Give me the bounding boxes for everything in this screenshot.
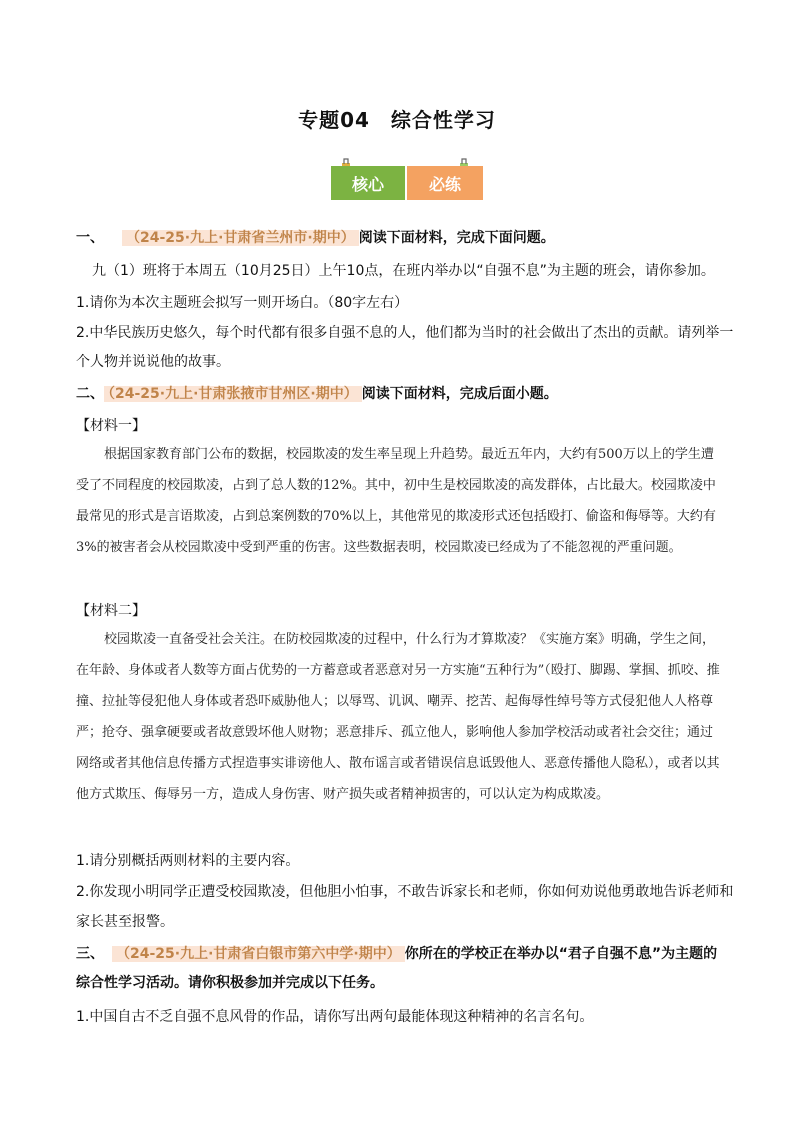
question-2-task-2-cont: 家长甚至报警。	[76, 914, 174, 930]
question-number: 二、	[76, 386, 104, 402]
question-3-heading	[76, 945, 726, 963]
question-instruction: 阅读下面材料，完成下面问题。	[358, 230, 555, 246]
question-2-task-2: 2.你发现小明同学正遭受校园欺凌，但他胆小怕事，不敢告诉家长和老师，你如何劝说他勇敢地告诉老师和	[76, 884, 734, 900]
material-1-text: 根据国家教育部门公布的数据，校园欺凌的发生率呈现上升趋势。最近五年内，大约有500万以上的学生遭受了不同程度的校园欺凌，占到了总人数的12%。其中，初中生是校园欺凌的高发群体，占比最大。校园欺凌中最常见的形式是言语欺凌，占到总案例数的70%以上，其他常见的欺凌形式还包括殴打、偷盗和侮辱等。大约有3%的被害者会从校园欺凌中受到严重的伤害。这些数据表明，校园欺凌已经成为了不能忽视的严重问题。	[76, 447, 716, 555]
badge-core-label: 核心	[331, 166, 405, 200]
question-source: （24-25·九上·甘肃省兰州市·期中）	[122, 230, 359, 246]
question-instruction: 你所在的学校正在举办以“君子自强不息”为主题的	[404, 946, 718, 962]
material-2-text: 校园欺凌一直备受社会关注。在防校园欺凌的过程中，什么行为才算欺凌？《实施方案》明确，学生之间，在年龄、身体或者人数等方面占优势的一方蓄意或者恶意对另一方实施“五种行为”（殴打、脚踢、掌掴、抓咬、推撞、拉扯等侵犯他人身体或者恐吓威胁他人；以辱骂、讥讽、嘲弄、挖苦、起侮辱性绰号等方式侵犯他人人格尊严；抢夺、强拿硬要或者故意毁坏他人财物；恶意排斥、孤立他人，影响他人参加学校活动或者社会交往；通过网络或者其他信息传播方式捏造事实诽谤他人、散布谣言或者错误信息诋毁他人、恶意传播他人隐私），或者以其他方式欺压、侮辱另一方，造成人身伤害、财产损失或者精神损害的，可以认定为构成欺凌。	[76, 632, 720, 802]
material-1-label: 【材料一】	[76, 418, 146, 434]
question-1-task-2-cont: 个人物并说说他的故事。	[76, 354, 230, 370]
question-1-heading	[76, 229, 726, 247]
question-instruction: 阅读下面材料，完成后面小题。	[361, 386, 558, 402]
question-3-task-1: 1.中国自古不乏自强不息风骨的作品，请你写出两句最能体现这种精神的名言名句。	[76, 1009, 594, 1025]
question-1-intro: 九（1）班将于本周五（10月25日）上午10点，在班内举办以“自强不息”为主题的班会，请你参加。	[92, 263, 715, 279]
question-1-task-2: 2.中华民族历史悠久，每个时代都有很多自强不息的人，他们都为当时的社会做出了杰出的贡献。请列举一	[76, 325, 734, 341]
badge-practice-label: 必练	[407, 166, 483, 200]
question-source: （24-25·九上·甘肃张掖市甘州区·期中）	[104, 386, 362, 402]
question-number: 一、	[76, 230, 104, 246]
question-source: （24-25·九上·甘肃省白银市第六中学·期中）	[112, 946, 405, 962]
page-title: 专题04 综合性学习	[298, 108, 496, 132]
core-practice-badge	[331, 158, 483, 202]
question-2-heading	[76, 385, 726, 403]
question-1-task-1: 1.请你为本次主题班会拟写一则开场白。（80字左右）	[76, 295, 409, 311]
question-2-task-1: 1.请分别概括两则材料的主要内容。	[76, 853, 300, 869]
question-3-instruction-cont: 综合性学习活动。请你积极参加并完成以下任务。	[76, 975, 384, 991]
question-number: 三、	[76, 946, 104, 962]
material-2-label: 【材料二】	[76, 603, 146, 619]
